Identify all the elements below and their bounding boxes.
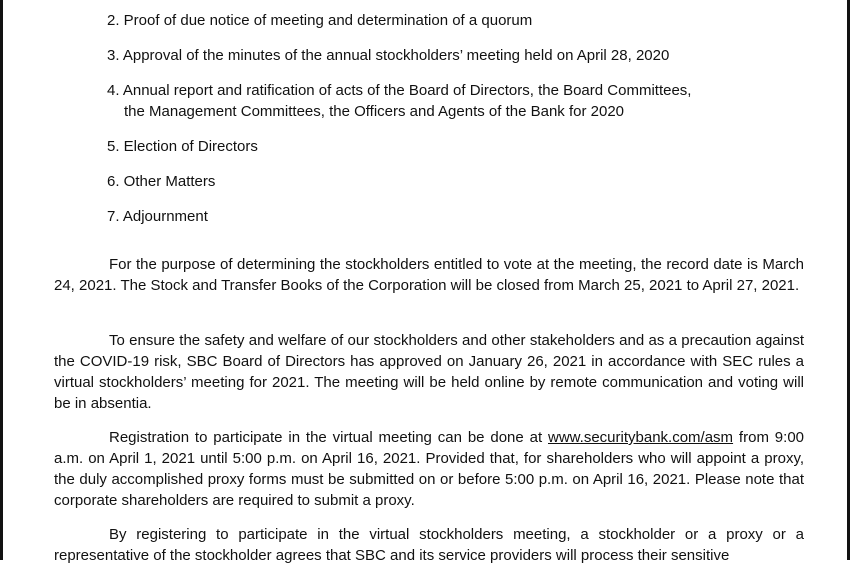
agenda-item-6: 6. Other Matters <box>107 173 216 190</box>
privacy-paragraph: By registering to participate in the virtual stockholders meeting, a stockholder or a proxy or a representative of the stockholder agrees that SBC and its service providers will process their sensitive <box>54 526 804 564</box>
agenda-item-7: 7. Adjournment <box>107 208 208 225</box>
agenda-item-4-line2: the Management Committees, the Officers and Agents of the Bank for 2020 <box>124 103 625 120</box>
agenda-item-4-line1: 4. Annual report and ratification of acts of the Board of Directors, the Board Committees, <box>107 82 692 99</box>
agenda-item-2: 2. Proof of due notice of meeting and determination of a quorum <box>107 12 533 29</box>
registration-paragraph <box>54 427 804 511</box>
covid-paragraph: To ensure the safety and welfare of our stockholders and other stakeholders and as a precaution against the COVID-19 risk, SBC Board of Directors has approved on January 26, 2021 in accordance with SEC rules a virtual stockholders’ meeting for 2021. The meeting will be held online by remote communication and voting will be in absentia. <box>54 332 804 412</box>
agenda-item-5: 5. Election of Directors <box>107 138 258 155</box>
registration-text-before: Registration to participate in the virtual meeting can be done at <box>109 429 548 446</box>
agenda-item-4 <box>107 80 691 122</box>
registration-link[interactable]: www.securitybank.com/asm <box>548 429 734 446</box>
registration-text-after: from 9:00 a.m. on April 1, 2021 until 5:00 p.m. on April 16, 2021. Provided that, for shareholders who will appoint a proxy, the duly accomplished proxy forms must be submitted on or before 5:00 p.m. on April 16, 2021. Please note that corporate shareholders are required to submit a proxy. <box>54 429 805 509</box>
record-date-paragraph: For the purpose of determining the stockholders entitled to vote at the meeting, the record date is March 24, 2021. The Stock and Transfer Books of the Corporation will be closed from March 25, 2021 to April 27, 2021. <box>54 256 804 294</box>
agenda-item-3: 3. Approval of the minutes of the annual stockholders’ meeting held on April 28, 2020 <box>107 47 670 64</box>
